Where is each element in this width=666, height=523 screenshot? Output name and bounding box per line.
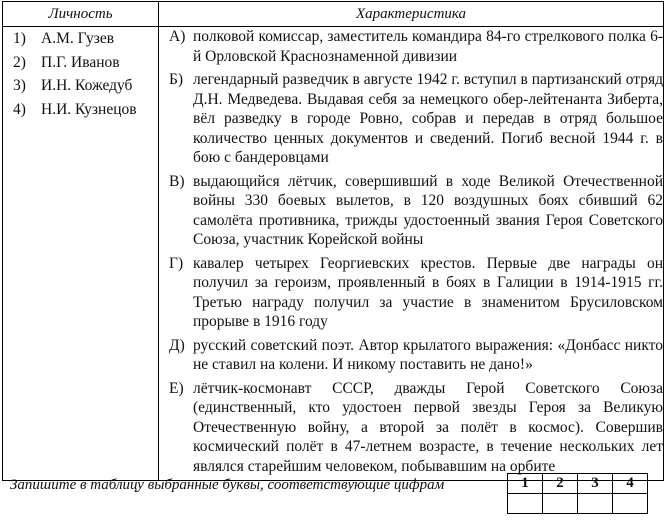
answer-input-cell[interactable] xyxy=(578,494,613,514)
characteristic-text: легендарный разведчик в августе 1942 г. вступил в партизанский отряд Д.Н. Медведева. Выдавая себя за немецкого обер-лейтенанта Зиберта, вёл разведку в городе Ровно, собрав и передав в отряд большое количество ценных документов и сведений. Погиб весной 1944 г. в бою с бандеровцами xyxy=(193,71,663,166)
answer-input-cell[interactable] xyxy=(613,494,648,514)
characteristic-item xyxy=(159,172,663,250)
answer-header-cell: 2 xyxy=(543,474,578,494)
answer-header-cell: 3 xyxy=(578,474,613,494)
characteristic-letter: Б) xyxy=(169,71,184,88)
characteristic-item xyxy=(159,379,663,477)
person-item xyxy=(3,98,158,122)
answer-instruction: Запишите в таблицу выбранные буквы, соответствующие цифрам xyxy=(10,477,445,493)
persons-cell xyxy=(3,27,159,481)
answer-header-row xyxy=(508,474,648,494)
body-row xyxy=(3,27,664,481)
characteristic-text: полковой комиссар, заместитель командира 84-го стрелкового полка 6-й Орловской Краснознаменной дивизии xyxy=(193,28,663,65)
characteristics-cell xyxy=(159,27,664,481)
characteristic-letter: Е) xyxy=(169,379,184,397)
person-name: Н.И. Кузнецов xyxy=(41,100,137,118)
characteristic-letter: А) xyxy=(169,28,186,45)
answer-input-row xyxy=(508,494,648,514)
answer-input-cell[interactable] xyxy=(508,494,543,514)
characteristic-item xyxy=(159,27,663,66)
person-name: И.Н. Кожедуб xyxy=(41,77,133,94)
characteristic-item xyxy=(159,336,663,375)
person-item xyxy=(3,51,158,75)
person-number: 4) xyxy=(13,100,26,118)
characteristic-letter: В) xyxy=(169,172,185,190)
matching-table xyxy=(2,1,664,481)
person-name: П.Г. Иванов xyxy=(41,53,120,71)
characteristic-item xyxy=(159,70,663,168)
person-number: 1) xyxy=(13,30,26,47)
characteristic-item xyxy=(159,254,663,332)
answer-header-cell: 1 xyxy=(508,474,543,494)
person-item xyxy=(3,74,158,98)
characteristic-text: лётчик-космонавт СССР, дважды Герой Советского Союза (единственный, кто удостоен первой звезды Героя за Великую Отечественную войну, а второй за полёт в космос). Совершив космический полёт в 47-летнем возрасте, в течение нескольких лет являлся старейшим человеком, побывавшим на орбите xyxy=(193,379,663,475)
characteristic-column-header: Характеристика xyxy=(159,2,664,27)
answer-header-cell: 4 xyxy=(613,474,648,494)
person-item xyxy=(3,27,158,51)
characteristic-letter: Д) xyxy=(169,336,185,354)
header-row xyxy=(3,2,664,27)
characteristic-text: кавалер четырех Георгиевских крестов. Первые две награды он получил за героизм, проявленный в боях в Галиции в 1914-1915 гг. Третью награду получил за участие в знаменитом Брусиловском прорыве в 1916 году xyxy=(193,254,663,330)
answer-input-cell[interactable] xyxy=(543,494,578,514)
answer-grid xyxy=(507,473,648,514)
characteristic-text: выдающийся лётчик, совершивший в ходе Великой Отечественной войны 330 боевых вылетов, в 120 воздушных боях сбивший 62 самолёта противника, трижды удостоенный звания Героя Советского Союза, участник Корейской войны xyxy=(193,172,663,248)
person-name: А.М. Гузев xyxy=(41,30,115,47)
person-number: 2) xyxy=(13,53,26,71)
person-column-header: Личность xyxy=(3,2,159,27)
characteristic-text: русский советский поэт. Автор крылатого выражения: «Донбасс никто не ставил на колени. И никому поставить не дано!» xyxy=(193,336,663,373)
characteristic-letter: Г) xyxy=(169,254,184,272)
person-number: 3) xyxy=(13,77,26,94)
